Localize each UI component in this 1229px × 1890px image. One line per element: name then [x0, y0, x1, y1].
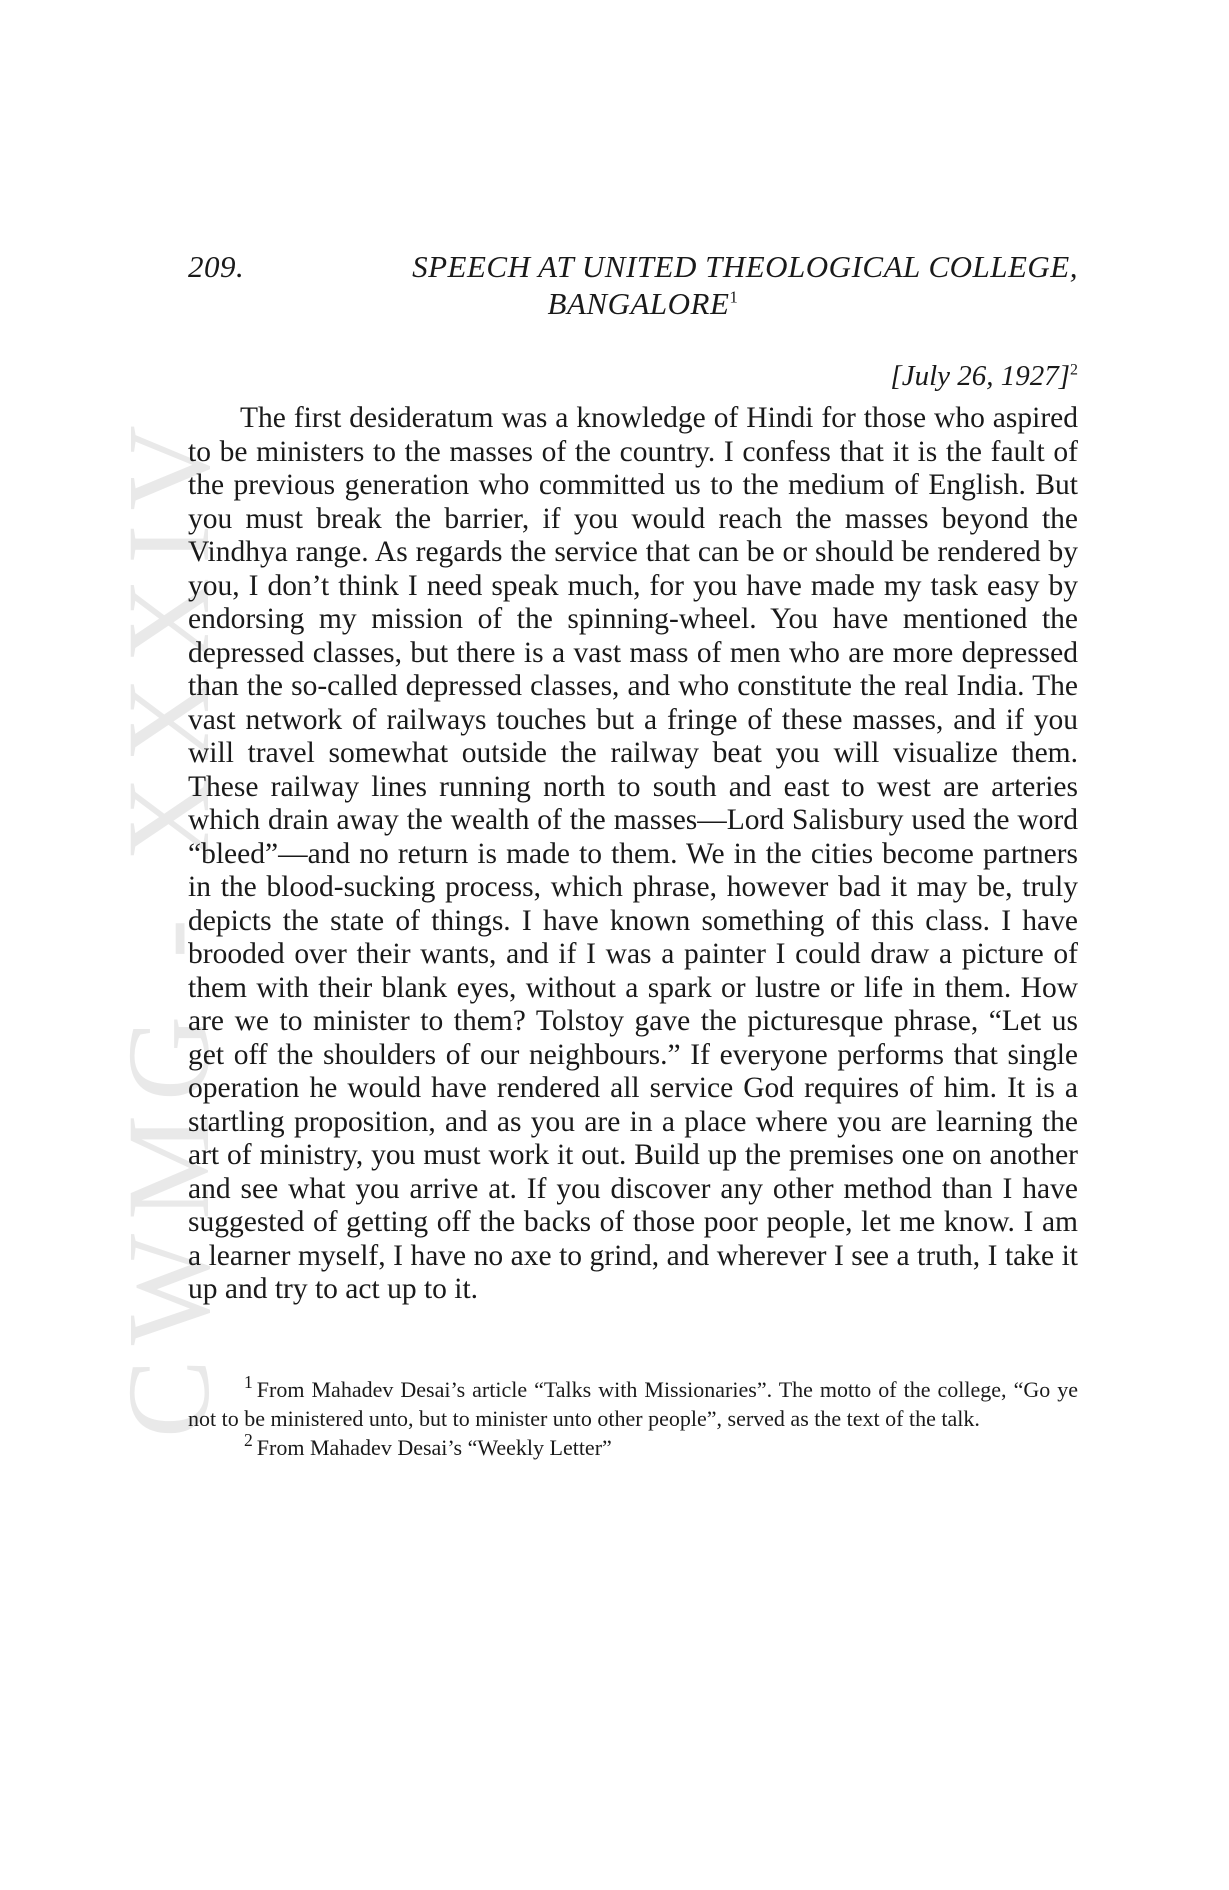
document-page — [188, 248, 1078, 1462]
speech-title-part1: SPEECH AT UNITED THEOLOGICAL COLLEGE, — [412, 249, 1078, 284]
dateline — [188, 358, 1078, 394]
speech-heading — [188, 248, 1078, 322]
footnote-1-number: 1 — [244, 1372, 253, 1393]
footnote-1-text: From Mahadev Desai’s article “Talks with Missionaries”. The motto of the college, “Go ye not to be ministered unto, but to minister unto other people”, served as the text of the talk. — [188, 1376, 1078, 1431]
speech-body: The first desideratum was a knowledge of Hindi for those who aspired to be ministers to the masses of the country. I confess that it is the fault of the previous generation who committed us to the medium of English. But you must break the barrier, if you would reach the masses beyond the Vindhya range. As regards the service that can be or should be rendered by you, I don’t think I need speak much, for you have made my task easy by endorsing my mission of the spinning-wheel. You have mentioned the depressed classes, but there is a vast mass of men who are more depressed than the so-called depressed classes, and who constitute the real India. The vast network of railways touches but a fringe of these masses, and if you will travel somewhat outside the railway beat you will visualize them. These railway lines running north to south and east to west are arteries which drain away the wealth of the masses—Lord Salisbury used the word “bleed”—and no return is made to them. We in the cities become partners in the blood-sucking process, which phrase, however bad it may be, truly depicts the state of things. I have known something of this class. I have brooded over their wants, and if I was a painter I could draw a picture of them with their blank eyes, without a spark or lustre or life in them. How are we to minister to them? Tolstoy gave the picturesque phrase, “Let us get off the shoulders of our neighbours.” If everyone performs that single operation he would have rendered all service God requires of him. It is a startling proposition, and as you are in a place where you are learning the art of ministry, you must work it out. Build up the premises one on another and see what you arrive at. If you discover any other method than I have suggested of getting off the backs of those poor people, let me know. I am a learner myself, I have no axe to grind, and wherever I see a truth, I take it up and try to act up to it. — [188, 402, 1078, 1305]
heading-footnote-ref: 1 — [729, 287, 739, 307]
footnote-2 — [188, 1430, 1078, 1462]
footnote-2-number: 2 — [244, 1430, 253, 1451]
footnotes — [188, 1372, 1078, 1462]
dateline-text: [July 26, 1927] — [890, 360, 1071, 392]
heading-line-1 — [188, 248, 1078, 285]
speech-number: 209. — [188, 249, 245, 284]
watermark: CWMG - XXXIV — [103, 411, 234, 1439]
footnote-1 — [188, 1372, 1078, 1433]
heading-line-2 — [188, 285, 1078, 322]
speech-title-part2: BANGALORE — [547, 286, 730, 321]
dateline-footnote-ref: 2 — [1070, 361, 1078, 379]
footnote-2-text: From Mahadev Desai’s “Weekly Letter” — [256, 1434, 612, 1460]
